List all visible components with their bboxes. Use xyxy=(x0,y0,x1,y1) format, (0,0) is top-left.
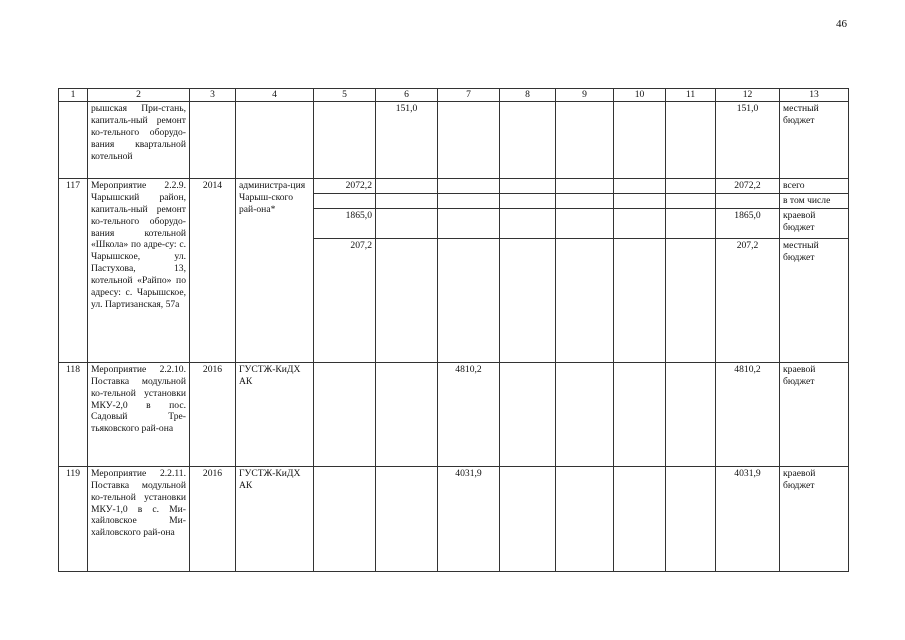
total-cell: 207,2 xyxy=(716,238,780,362)
total-cell: 1865,0 xyxy=(716,208,780,238)
table-row xyxy=(59,362,849,466)
amount-cell: 207,2 xyxy=(314,238,376,362)
budget-table xyxy=(58,88,849,572)
header-row xyxy=(59,89,849,102)
table-row xyxy=(59,101,849,178)
measure-name: рышская При-стань, капиталь-ный ремонт ко-тельного оборудо-вания квартальной котельной xyxy=(88,101,190,178)
header-cell: 5 xyxy=(314,89,376,102)
executor-cell: ГУСТЖ-КиДХ АК xyxy=(236,362,314,466)
total-cell: 2072,2 xyxy=(716,178,780,193)
header-cell: 8 xyxy=(500,89,556,102)
amount-cell: 2072,2 xyxy=(314,178,376,193)
funding-source: местный бюджет xyxy=(780,101,849,178)
header-cell: 7 xyxy=(438,89,500,102)
measure-name: Мероприятие 2.2.11. Поставка модульной ко-тельной установки МКУ-1,0 в с. Ми-хайловское Ми-хайловского рай-она xyxy=(88,466,190,571)
header-cell: 10 xyxy=(614,89,666,102)
total-cell: 4031,9 xyxy=(716,466,780,571)
table-row xyxy=(59,178,849,193)
page-number: 46 xyxy=(836,18,847,30)
funding-source: краевой бюджет xyxy=(780,466,849,571)
header-cell: 1 xyxy=(59,89,88,102)
year-cell: 2016 xyxy=(190,362,236,466)
header-cell: 11 xyxy=(666,89,716,102)
measure-name: Мероприятие 2.2.9. Чарышский район, капиталь-ный ремонт ко-тельного оборудо-вания котельной «Школа» по адре-су: с. Чарышское, ул. Пастухова, 13, котельной «Райпо» по адресу: с. Чарышское, ул. Партизанская, 57а xyxy=(88,178,190,362)
funding-source: всего xyxy=(780,178,849,193)
header-cell: 3 xyxy=(190,89,236,102)
header-cell: 9 xyxy=(556,89,614,102)
funding-source: краевой бюджет xyxy=(780,208,849,238)
amount-cell: 4810,2 xyxy=(438,362,500,466)
funding-source: в том числе xyxy=(780,193,849,208)
header-cell: 12 xyxy=(716,89,780,102)
row-number: 118 xyxy=(59,362,88,466)
total-cell: 4810,2 xyxy=(716,362,780,466)
row-number: 119 xyxy=(59,466,88,571)
header-cell: 4 xyxy=(236,89,314,102)
funding-source: краевой бюджет xyxy=(780,362,849,466)
header-cell: 2 xyxy=(88,89,190,102)
year-cell: 2014 xyxy=(190,178,236,362)
executor-cell: ГУСТЖ-КиДХ АК xyxy=(236,466,314,571)
amount-cell: 1865,0 xyxy=(314,208,376,238)
funding-source: местный бюджет xyxy=(780,238,849,362)
table-row xyxy=(59,466,849,571)
row-number: 117 xyxy=(59,178,88,362)
executor-cell: администра-ция Чарыш-ского рай-она* xyxy=(236,178,314,362)
measure-name: Мероприятие 2.2.10. Поставка модульной ко-тельной установки МКУ-2,0 в пос. Садовый Тре-тьяковского рай-она xyxy=(88,362,190,466)
total-cell: 151,0 xyxy=(716,101,780,178)
amount-cell: 151,0 xyxy=(376,101,438,178)
header-cell: 6 xyxy=(376,89,438,102)
year-cell: 2016 xyxy=(190,466,236,571)
amount-cell: 4031,9 xyxy=(438,466,500,571)
header-cell: 13 xyxy=(780,89,849,102)
